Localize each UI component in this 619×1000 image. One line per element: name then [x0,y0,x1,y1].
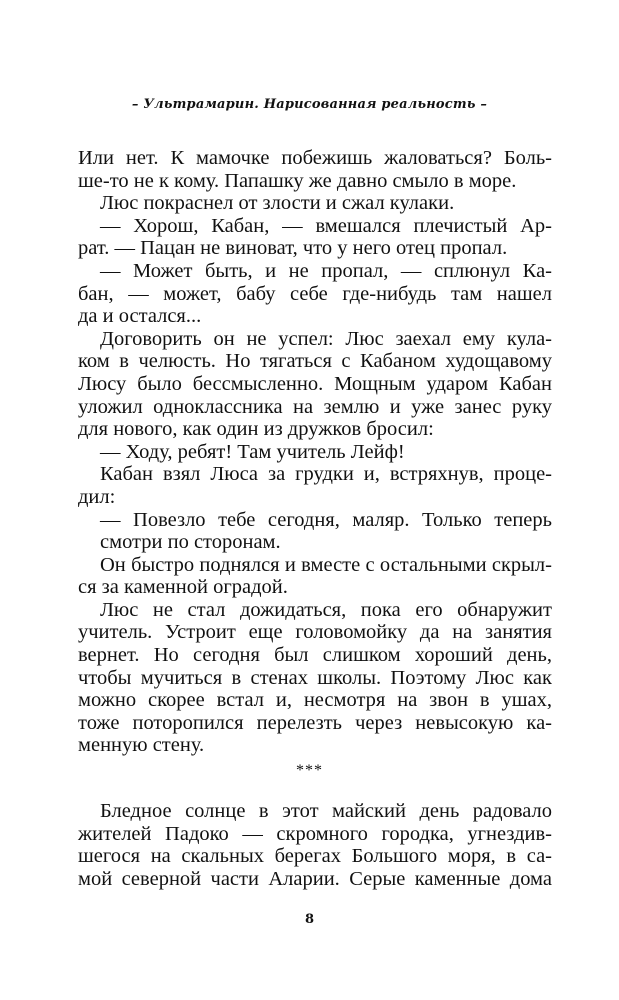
text-line: — Повезло тебе сегодня, маляр. Только теперь [100,508,552,531]
text-line: учитель. Устроит еще головомойку да на занятия [78,621,552,644]
text-line: — Может быть, и не пропал, — сплюнул Ка- [100,259,552,282]
text-block-main [78,147,552,757]
text-line: да и остался... [78,305,202,328]
text-line: чтобы мучиться в стенах школы. Поэтому Люс как [78,666,552,689]
text-block-second-scene [78,800,552,890]
text-line: ся за каменной оградой. [78,576,288,599]
text-line: менную стену. [78,734,205,757]
text-line: уложил одноклассника на землю и уже занес руку [78,395,552,418]
text-line: шегося на скальных берегах Большого моря, в са- [78,845,552,868]
text-line: Кабан взял Люса за грудки и, встряхнув, проце- [100,463,552,486]
text-line: для нового, как один из дружков бросил: [78,418,434,441]
text-line: ком в челюсть. Но тягаться с Кабаном худощавому [78,350,552,373]
text-line: смотри по сторонам. [100,531,281,554]
text-line: Или нет. К мамочке побежишь жаловаться? Боль- [78,147,552,169]
running-header: – Ультрамарин. Нарисованная реальность – [131,97,488,112]
text-line: рат. — Пацан не виноват, что у него отец пропал. [78,237,508,260]
text-line: тоже поторопился перелезть через невысокую ка- [78,711,552,734]
text-line: Люс не стал дожидаться, пока его обнаружит [100,598,552,621]
text-line: Бледное солнце в этот майский день радовало [100,800,552,822]
text-line: — Хорош, Кабан, — вмешался плечистый Ар- [100,214,552,237]
page-number: 8 [304,912,315,927]
text-line: ше-то не к кому. Папашку же давно смыло в море. [78,169,517,192]
text-line: Люсу было бессмысленно. Мощным ударом Кабан [78,372,552,395]
scene-break: *** [296,762,323,779]
text-line: мой северной части Аларии. Серые каменные дома [78,867,552,890]
text-line: Он быстро поднялся и вместе с остальными скрыл- [100,553,552,576]
text-line: жителей Падоко — скромного городка, угнездив- [78,822,552,845]
text-line: вернет. Но сегодня был слишком хороший день, [78,644,552,667]
text-line: можно скорее встал и, несмотря на звон в ушах, [78,689,552,712]
text-line: Люс покраснел от злости и сжал кулаки. [100,192,455,215]
text-line: — Ходу, ребят! Там учитель Лейф! [100,440,405,463]
text-line: бан, — может, бабу себе где-нибудь там нашел [78,282,552,305]
text-line: дил: [78,485,116,508]
text-line: Договорить он не успел: Люс заехал ему кула- [100,327,552,350]
